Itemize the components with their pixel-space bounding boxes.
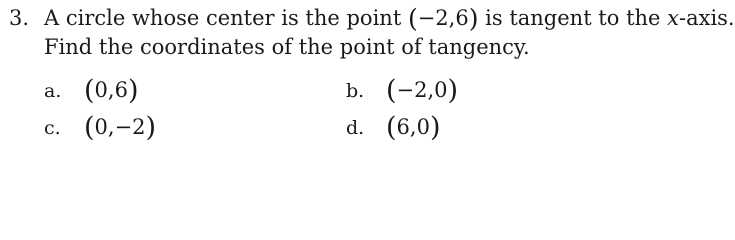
choice-letter: c.	[44, 117, 61, 139]
choice-letter: a.	[44, 80, 62, 102]
choice-value: (0,6)	[84, 75, 139, 106]
center-point-coords: −2,6	[417, 6, 469, 30]
choice-letter: d.	[346, 117, 365, 139]
answer-choice-b[interactable]	[346, 75, 459, 106]
question-line-1	[44, 4, 735, 33]
choice-value: (−2,0)	[386, 75, 459, 106]
choice-coords: 0,−2	[94, 115, 146, 139]
choice-coords: −2,0	[396, 78, 448, 102]
axis-variable: x	[667, 6, 679, 30]
question-text-start: A circle whose center is the point	[44, 6, 408, 30]
question-number: 3.	[9, 6, 30, 30]
question-text-middle: is tangent to the	[478, 6, 668, 30]
choice-value: (0,−2)	[84, 112, 157, 143]
answer-choice-a[interactable]	[44, 75, 139, 106]
answer-choice-c[interactable]	[44, 112, 157, 143]
choice-value: (6,0)	[386, 112, 441, 143]
choice-coords: 0,6	[94, 78, 128, 102]
question-text-end: -axis.	[678, 6, 735, 30]
choice-coords: 6,0	[396, 115, 430, 139]
answer-choice-d[interactable]	[346, 112, 441, 143]
question-line-2: Find the coordinates of the point of tangency.	[44, 35, 530, 59]
center-point: (−2,6)	[407, 4, 479, 33]
choice-letter: b.	[346, 80, 365, 102]
